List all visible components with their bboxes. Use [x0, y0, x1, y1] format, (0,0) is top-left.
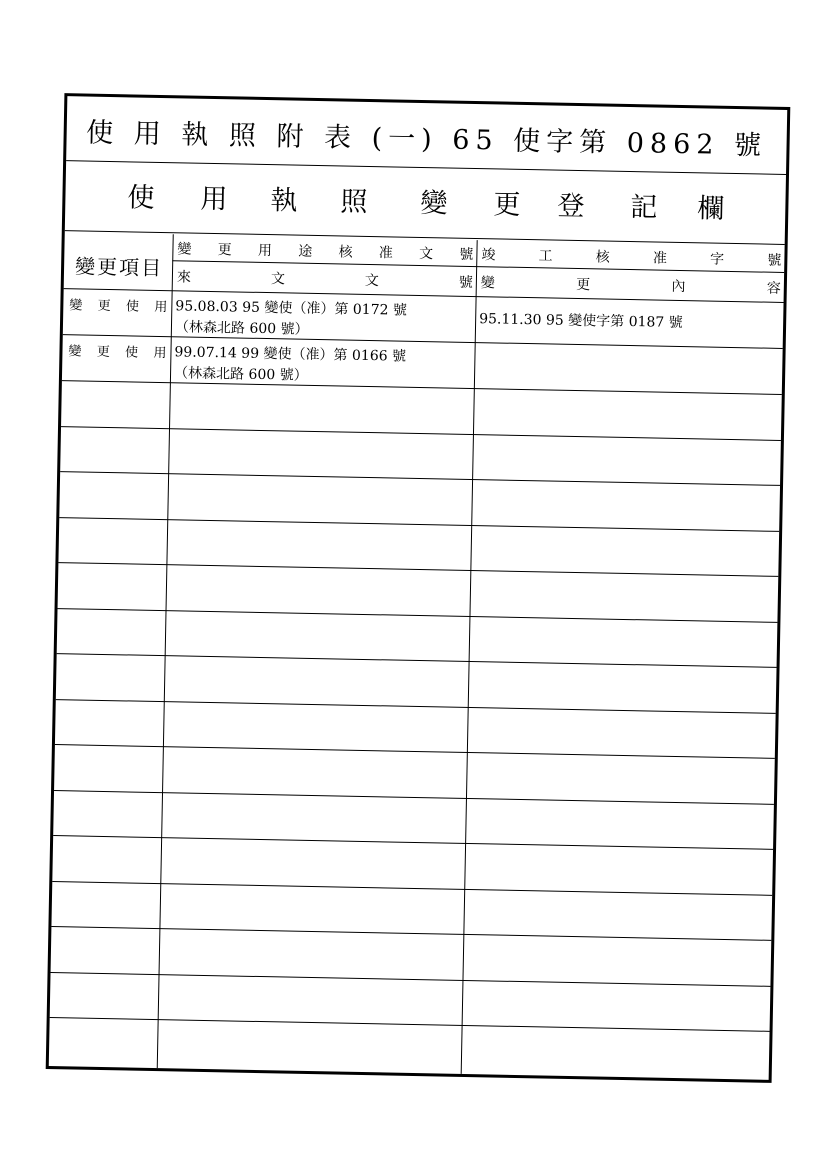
row-1-completion: 95.11.30 95 變使字第 0187 號	[479, 311, 683, 332]
column-header-change-item: 變更項目	[74, 253, 164, 280]
header-char: 字	[709, 251, 725, 268]
row-1-approval-line2: （林森北路 600 號）	[174, 319, 309, 338]
item-char: 用	[154, 299, 168, 316]
empty-register-rows	[67, 96, 787, 110]
header-char: 准	[652, 250, 668, 267]
heading-char: 用	[200, 183, 228, 216]
heading-char: 使	[127, 182, 155, 214]
heading-char: 照	[340, 186, 368, 218]
usage-license-attachment-sheet	[46, 93, 791, 1083]
header-char: 途	[298, 243, 313, 260]
register-heading	[66, 174, 786, 225]
title-divider	[66, 160, 786, 175]
header-char: 內	[671, 278, 686, 296]
header-char: 文	[270, 271, 286, 288]
heading-char: 變	[420, 187, 448, 220]
header-char: 核	[595, 249, 610, 266]
header-char: 號	[458, 274, 474, 291]
row-2-item	[64, 340, 170, 361]
column-header-approval-bottom	[174, 266, 476, 292]
header-char: 容	[766, 280, 781, 297]
header-char: 更	[217, 242, 232, 259]
document-title: 使 用 執 照 附 表 (一) 65 使字第 0862 號	[85, 117, 768, 162]
item-char: 使	[125, 299, 140, 315]
header-char: 文	[364, 272, 380, 290]
heading-char: 執	[270, 185, 298, 217]
heading-char: 登	[557, 190, 585, 223]
heading-char: 記	[630, 192, 658, 224]
row-2-approval-line2: （林森北路 600 號）	[173, 365, 308, 384]
header-char: 來	[176, 269, 192, 286]
header-char: 變	[480, 275, 496, 292]
item-char: 使	[124, 345, 139, 361]
header-char: 核	[338, 244, 353, 261]
row-2-approval-line1: 99.07.14 99 變使（准）第 0166 號	[174, 344, 407, 365]
header-char: 用	[257, 242, 273, 260]
header-char: 竣	[481, 247, 496, 264]
header-char: 號	[767, 252, 782, 269]
header-char: 變	[177, 241, 192, 258]
item-char: 變	[69, 298, 83, 314]
item-char: 更	[97, 298, 111, 315]
header-char: 工	[538, 248, 553, 265]
header-char: 更	[576, 276, 591, 294]
item-char: 變	[68, 344, 82, 360]
item-char: 更	[96, 344, 110, 361]
item-char: 用	[153, 345, 167, 362]
column-header-completion-bottom	[478, 272, 784, 298]
column-divider	[458, 240, 478, 1074]
row-1-item	[65, 294, 171, 315]
header-char: 號	[459, 246, 474, 264]
heading-char: 更	[493, 189, 521, 221]
header-char: 文	[418, 245, 434, 263]
row-1-approval-line1: 95.08.03 95 變使（准）第 0172 號	[175, 298, 408, 319]
header-char: 准	[378, 245, 393, 262]
heading-char: 欄	[697, 193, 725, 225]
